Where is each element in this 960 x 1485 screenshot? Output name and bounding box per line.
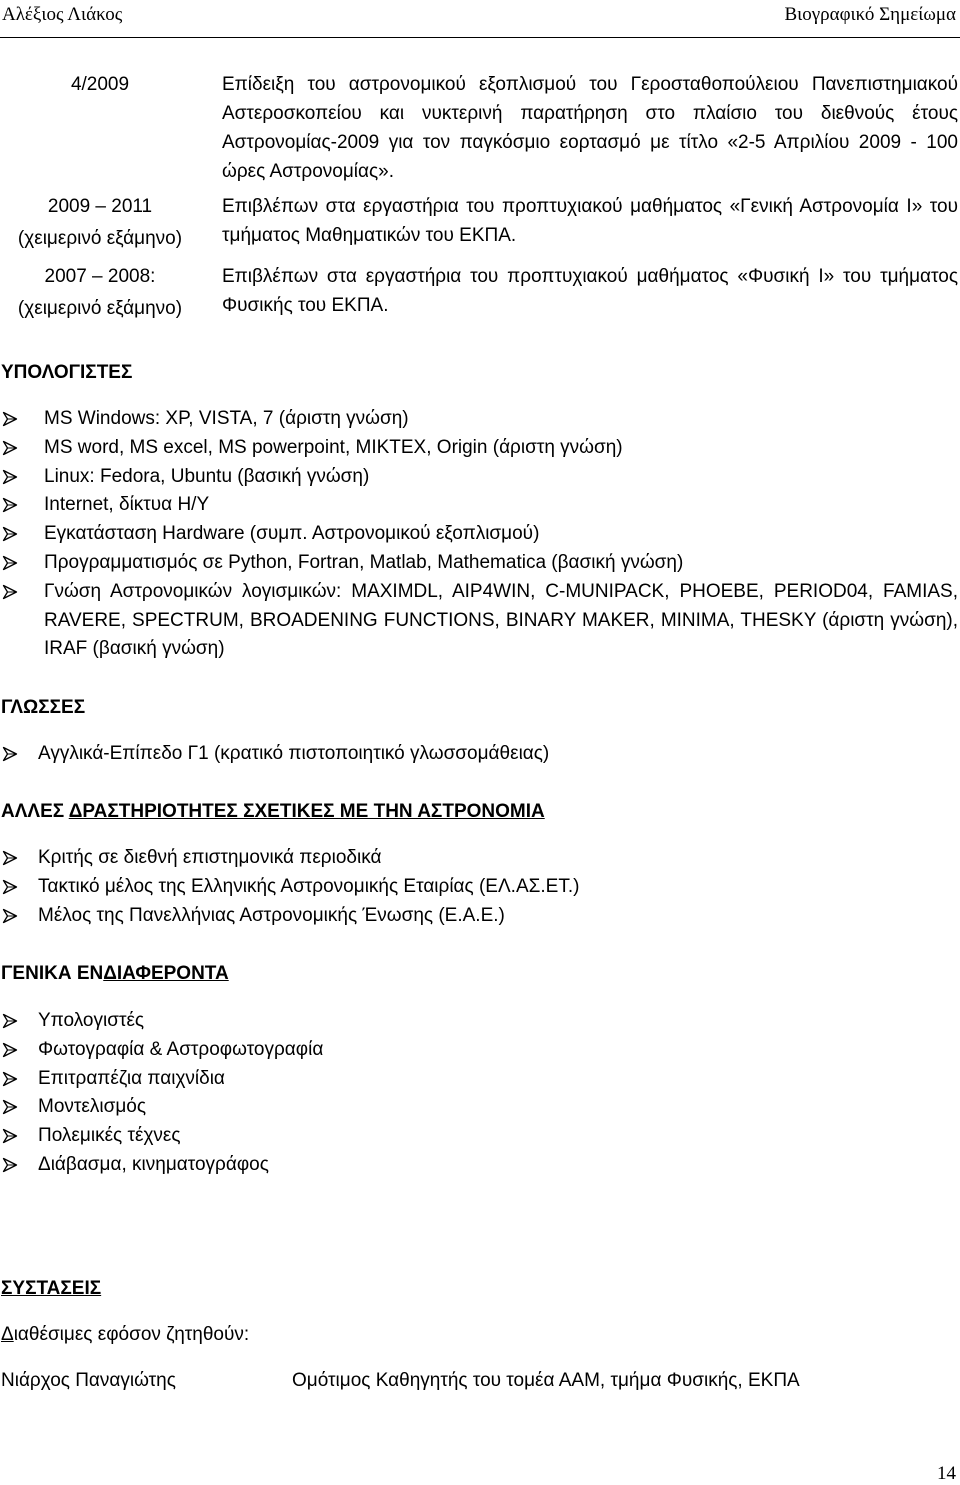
languages-list <box>2 740 958 769</box>
header-doc-title: Βιογραφικό Σημείωμα <box>784 4 956 25</box>
arrow-bullet-icon <box>2 578 18 606</box>
list-item: Προγραμματισμός σε Python, Fortran, Matlab, Mathematica (βασική γνώση) <box>2 549 958 578</box>
arrow-bullet-icon <box>2 1007 18 1035</box>
list-item: Εγκατάσταση Hardware (συμπ. Αστρονομικού εξοπλισμού) <box>2 520 958 549</box>
list-item: Μοντελισμός <box>2 1093 958 1122</box>
arrow-bullet-icon <box>2 1036 18 1064</box>
list-item: Μέλος της Πανελλήνιας Αστρονομικής Ένωσης (Ε.Α.Ε.) <box>2 902 958 931</box>
arrow-bullet-icon <box>2 434 18 462</box>
timeline-text: Επιβλέπων στα εργαστήρια του προπτυχιακού μαθήματος «Γενική Αστρονομία Ι» του τμήματος Μαθηματικών του ΕΚΠΑ. <box>222 196 958 246</box>
activities-list <box>2 844 958 930</box>
arrow-bullet-icon <box>2 844 18 872</box>
referee-title: Ομότιμος Καθηγητής του τομέα ΑΑΜ, τμήμα Φυσικής, ΕΚΠΑ <box>292 1370 800 1391</box>
list-item: MS word, MS excel, MS powerpoint, MIKTEX, Origin (άριστη γνώση) <box>2 434 958 463</box>
arrow-bullet-icon <box>2 1065 18 1093</box>
arrow-bullet-icon <box>2 902 18 930</box>
section-heading-references: ΣΥΣΤΑΣΕΙΣ <box>1 1278 102 1299</box>
section-heading-interests: ΓΕΝΙΚΑ ΕΝΔΙΑΦΕΡΟΝΤΑ <box>1 963 229 984</box>
header-author: Αλέξιος Λιάκος <box>2 4 123 25</box>
list-item: Υπολογιστές <box>2 1007 958 1036</box>
list-item: MS Windows: XP, VISTA, 7 (άριστη γνώση) <box>2 405 958 434</box>
arrow-bullet-icon <box>2 1093 18 1121</box>
list-item: Αγγλικά-Επίπεδο Γ1 (κρατικό πιστοποιητικό γλωσσομάθειας) <box>2 740 958 769</box>
arrow-bullet-icon <box>2 463 18 491</box>
arrow-bullet-icon <box>2 740 18 768</box>
arrow-bullet-icon <box>2 1122 18 1150</box>
arrow-bullet-icon <box>2 1151 18 1179</box>
arrow-bullet-icon <box>2 549 18 577</box>
interests-list <box>2 1007 958 1180</box>
timeline-text: Επιβλέπων στα εργαστήρια του προπτυχιακού μαθήματος «Φυσική Ι» του τμήματος Φυσικής του ΕΚΠΑ. <box>222 266 958 316</box>
timeline-date: 2007 – 2008: (χειμερινό εξάμηνο) <box>17 266 183 319</box>
referee-name: Νιάρχος Παναγιώτης <box>1 1370 176 1391</box>
references-availability: Διαθέσιμες εφόσον ζητηθούν: <box>1 1324 250 1345</box>
list-item: Τακτικό μέλος της Ελληνικής Αστρονομικής Εταιρίας (ΕΛ.ΑΣ.ΕΤ.) <box>2 873 958 902</box>
timeline-text: Επίδειξη του αστρονομικού εξοπλισμού του Γεροσταθοπούλειου Πανεπιστημιακού Αστεροσκοπείου και νυκτερινή παρατήρηση στο πλαίσιο του διεθνούς έτους Αστρονομίας-2009 για τον παγκόσμιο εορτασμό με τίτλο «2-5 Απριλίου 2009 - 100 ώρες Αστρονομίας». <box>222 74 958 182</box>
arrow-bullet-icon <box>2 873 18 901</box>
list-item: Πολεμικές τέχνες <box>2 1122 958 1151</box>
header-rule <box>0 37 960 38</box>
timeline-date: 4/2009 <box>70 74 130 95</box>
page-number: 14 <box>937 1463 956 1484</box>
arrow-bullet-icon <box>2 520 18 548</box>
list-item: Γνώση Αστρονομικών λογισμικών: MAXIMDL, AIP4WIN, C-MUNIPACK, PHOEBE, PERIOD04, FAMIAS, RAVERE, SPECTRUM, BROADENING FUNCTIONS, BINARY MAKER, MINIMA, THESKY (άριστη γνώση), IRAF (βασική γνώση) <box>2 578 958 664</box>
arrow-bullet-icon <box>2 405 18 433</box>
list-item: Internet, δίκτυα Η/Υ <box>2 491 958 520</box>
section-heading-activities: ΑΛΛΕΣ ΔΡΑΣΤΗΡΙΟΤΗΤΕΣ ΣΧΕΤΙΚΕΣ ΜΕ ΤΗΝ ΑΣΤΡΟΝΟΜΙΑ <box>1 801 545 822</box>
timeline-date: 2009 – 2011 (χειμερινό εξάμηνο) <box>17 196 183 249</box>
list-item: Κριτής σε διεθνή επιστημονικά περιοδικά <box>2 844 958 873</box>
list-item: Διάβασμα, κινηματογράφος <box>2 1151 958 1180</box>
list-item: Φωτογραφία & Αστροφωτογραφία <box>2 1036 958 1065</box>
computers-list <box>2 405 958 664</box>
section-heading-computers: ΥΠΟΛΟΓΙΣΤΕΣ <box>1 362 133 383</box>
list-item: Linux: Fedora, Ubuntu (βασική γνώση) <box>2 463 958 492</box>
list-item: Επιτραπέζια παιχνίδια <box>2 1065 958 1094</box>
section-heading-languages: ΓΛΩΣΣΕΣ <box>1 697 86 718</box>
arrow-bullet-icon <box>2 491 18 519</box>
